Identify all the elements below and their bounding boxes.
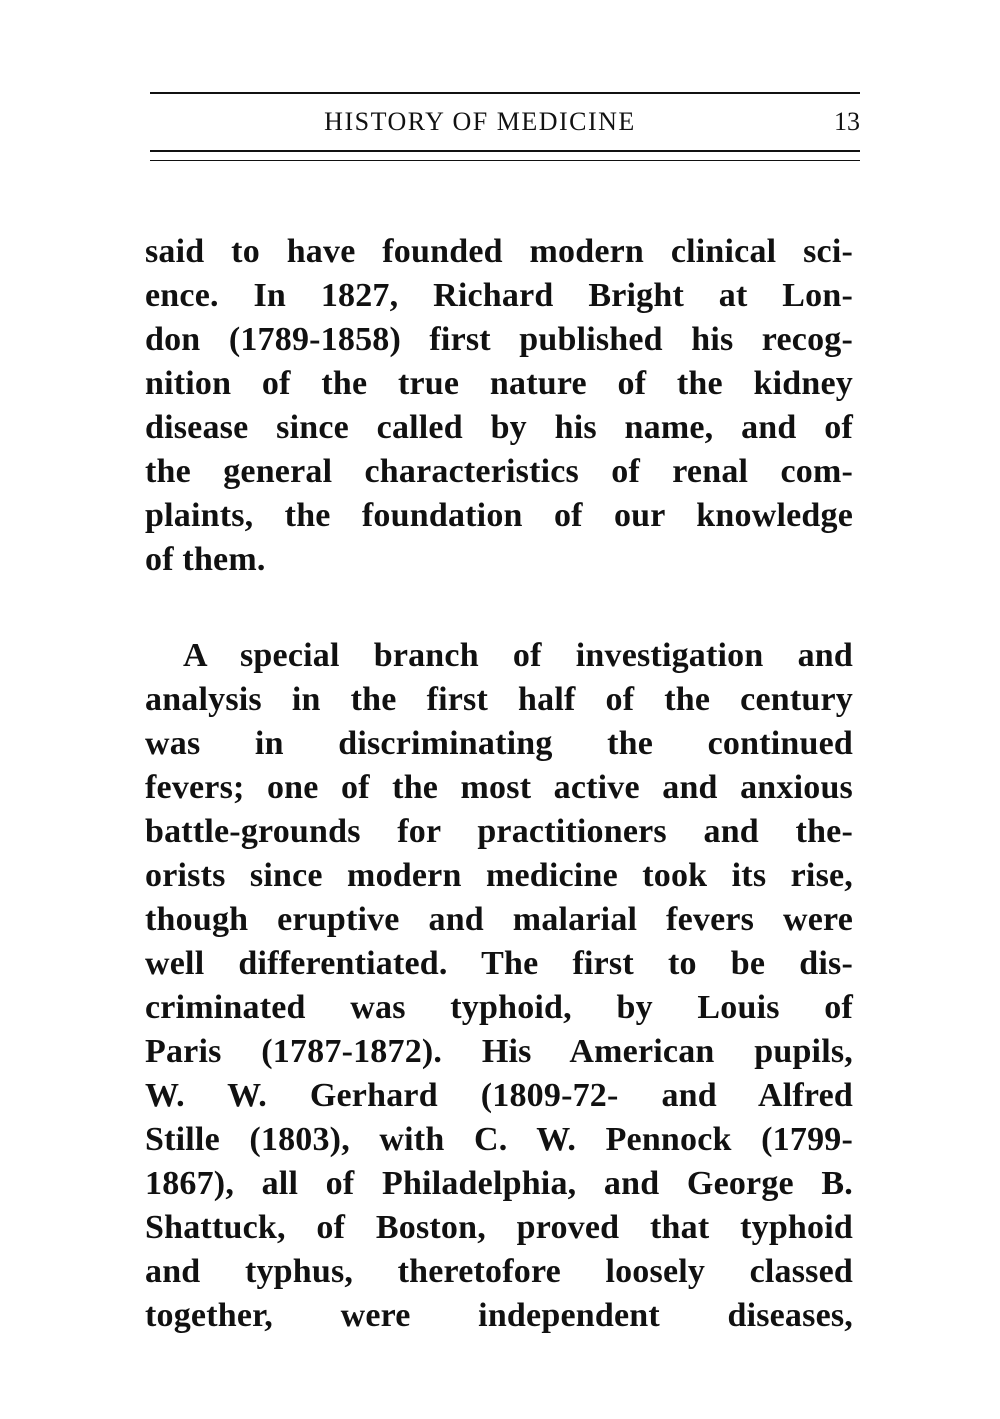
paragraph-1 bbox=[145, 230, 853, 582]
header-bottom-rule bbox=[150, 150, 860, 152]
text-line: the general characteristics of renal com- bbox=[145, 453, 853, 490]
text-line: disease since called by his name, and of bbox=[145, 409, 853, 446]
text-line: and typhus, theretofore loosely classed bbox=[145, 1253, 853, 1290]
text-line: well differentiated. The first to be dis- bbox=[145, 945, 853, 982]
text-line: was in discriminating the continued bbox=[145, 725, 853, 762]
header-top-rule bbox=[150, 92, 860, 94]
running-head bbox=[150, 102, 860, 142]
header-bottom-thin-rule bbox=[150, 160, 860, 161]
page-number: 13 bbox=[834, 107, 860, 136]
text-line: of them. bbox=[145, 541, 266, 578]
text-line: nition of the true nature of the kidney bbox=[145, 365, 853, 402]
text-line: Paris (1787-1872). His American pupils, bbox=[145, 1033, 853, 1070]
text-line: A special branch of investigation and bbox=[183, 637, 853, 674]
paragraph-gap bbox=[145, 582, 853, 634]
text-line: said to have founded modern clinical sci- bbox=[145, 233, 853, 270]
text-line: 1867), all of Philadelphia, and George B. bbox=[145, 1165, 853, 1202]
text-line: battle-grounds for practitioners and the- bbox=[145, 813, 853, 850]
text-line: Stille (1803), with C. W. Pennock (1799- bbox=[145, 1121, 853, 1158]
text-line: criminated was typhoid, by Louis of bbox=[145, 989, 853, 1026]
text-line: though eruptive and malarial fevers were bbox=[145, 901, 853, 938]
text-line: orists since modern medicine took its rise, bbox=[145, 857, 853, 894]
text-line: W. W. Gerhard (1809-72- and Alfred bbox=[145, 1077, 853, 1114]
running-title: HISTORY OF MEDICINE bbox=[324, 107, 636, 136]
text-line: fevers; one of the most active and anxious bbox=[145, 769, 853, 806]
text-line: plaints, the foundation of our knowledge bbox=[145, 497, 853, 534]
text-line: Shattuck, of Boston, proved that typhoid bbox=[145, 1209, 853, 1246]
text-line: analysis in the first half of the century bbox=[145, 681, 853, 718]
text-line: together, were independent diseases, bbox=[145, 1297, 853, 1334]
text-line: don (1789-1858) first published his recog- bbox=[145, 321, 853, 358]
body-text bbox=[145, 230, 853, 1338]
paragraph-2 bbox=[145, 634, 853, 1338]
text-line: ence. In 1827, Richard Bright at Lon- bbox=[145, 277, 853, 314]
